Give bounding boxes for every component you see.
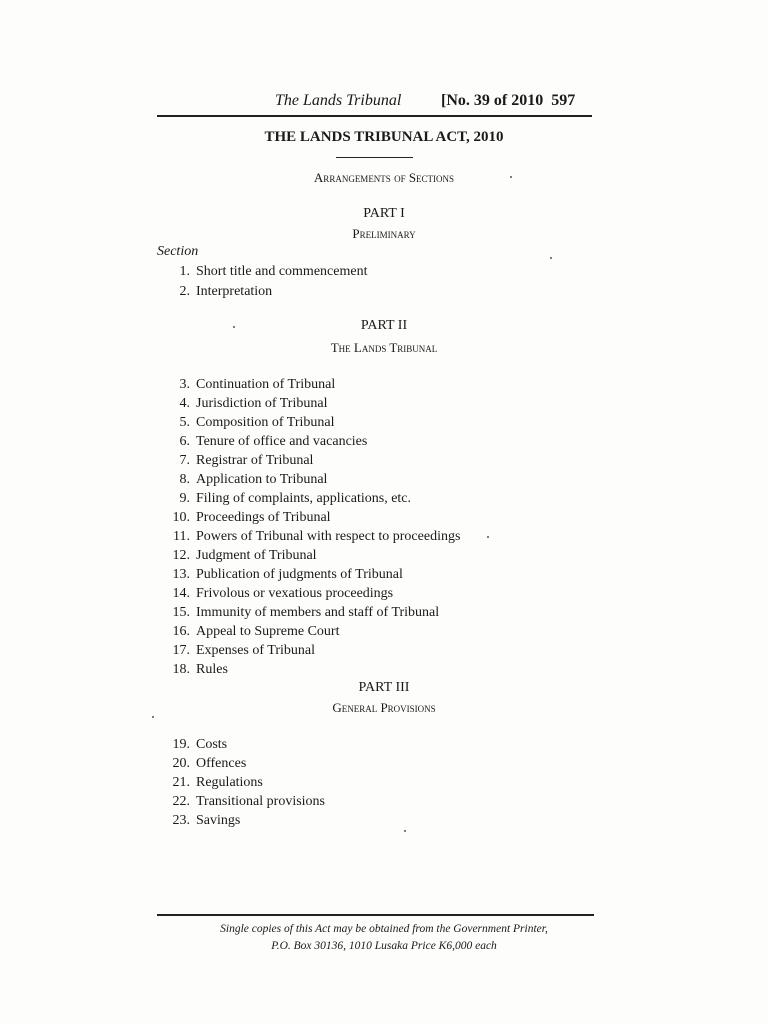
page-number: 597 [551, 92, 576, 109]
scan-speck [510, 176, 512, 178]
act-number-text: [No. 39 of 2010 [441, 92, 544, 109]
section-title: Offences [196, 756, 247, 771]
title-rule [336, 157, 413, 158]
scan-speck [487, 536, 489, 538]
section-number: 8. [179, 472, 190, 487]
section-number: 21. [172, 775, 190, 790]
section-title: Appeal to Supreme Court [196, 624, 340, 639]
section-title: Frivolous or vexatious proceedings [196, 586, 394, 601]
section-number: 18. [172, 662, 190, 677]
section-number: 22. [172, 794, 190, 809]
section-number: 17. [172, 643, 190, 658]
part-3-label: PART III [358, 680, 410, 695]
scan-speck [233, 326, 235, 328]
section-title: Jurisdiction of Tribunal [196, 396, 328, 411]
section-title: Immunity of members and staff of Tribunal [196, 605, 440, 620]
section-number: 13. [172, 567, 190, 582]
part-2-title: The Lands Tribunal [330, 340, 438, 355]
section-number: 9. [179, 491, 190, 506]
act-number [441, 92, 575, 110]
section-number: 10. [172, 510, 190, 525]
act-title: THE LANDS TRIBUNAL ACT, 2010 [264, 129, 504, 145]
section-title: Costs [196, 737, 228, 752]
part-1-label: PART I [363, 206, 405, 221]
section-number: 19. [172, 737, 190, 752]
section-title: Proceedings of Tribunal [196, 510, 331, 525]
running-title: The Lands Tribunal [275, 92, 402, 109]
section-number: 2. [179, 284, 190, 299]
part-3-title: General Provisions [332, 700, 436, 715]
section-number: 23. [172, 813, 190, 828]
section-number: 20. [172, 756, 190, 771]
section-column-label: Section [157, 244, 199, 259]
part-2-label: PART II [360, 318, 408, 333]
section-title: Tenure of office and vacancies [196, 434, 368, 449]
section-title: Savings [196, 813, 241, 828]
footer-line-2: P.O. Box 30136, 1010 Lusaka Price K6,000 each [271, 940, 497, 952]
section-title: Registrar of Tribunal [196, 453, 314, 468]
footer-line-1: Single copies of this Act may be obtained from the Government Printer, [220, 923, 548, 935]
section-number: 6. [179, 434, 190, 449]
section-number: 4. [179, 396, 190, 411]
header-rule [157, 115, 592, 117]
section-title: Interpretation [196, 284, 273, 299]
footer-rule [157, 914, 594, 916]
scan-speck [550, 257, 552, 259]
part-1-title: Preliminary [352, 226, 416, 241]
section-number: 14. [172, 586, 190, 601]
scan-speck [152, 716, 154, 718]
section-number: 12. [172, 548, 190, 563]
section-title: Publication of judgments of Tribunal [196, 567, 403, 582]
section-title: Regulations [196, 775, 263, 790]
section-number: 7. [179, 453, 190, 468]
section-title: Application to Tribunal [196, 472, 328, 487]
section-title: Short title and commencement [196, 264, 368, 279]
section-title: Judgment of Tribunal [196, 548, 317, 563]
section-number: 1. [179, 264, 190, 279]
section-number: 16. [172, 624, 190, 639]
scan-speck [404, 830, 406, 832]
section-title: Composition of Tribunal [196, 415, 335, 430]
section-number: 5. [179, 415, 190, 430]
section-title: Expenses of Tribunal [196, 643, 315, 658]
arrangement-heading: Arrangements of Sections [313, 170, 455, 185]
section-title: Filing of complaints, applications, etc. [196, 491, 412, 506]
section-number: 3. [179, 377, 190, 392]
section-number: 11. [173, 529, 190, 544]
section-title: Powers of Tribunal with respect to proceedings [196, 529, 461, 544]
section-number: 15. [172, 605, 190, 620]
section-title: Continuation of Tribunal [196, 377, 336, 392]
section-title: Transitional provisions [196, 794, 325, 809]
section-title: Rules [196, 662, 228, 677]
